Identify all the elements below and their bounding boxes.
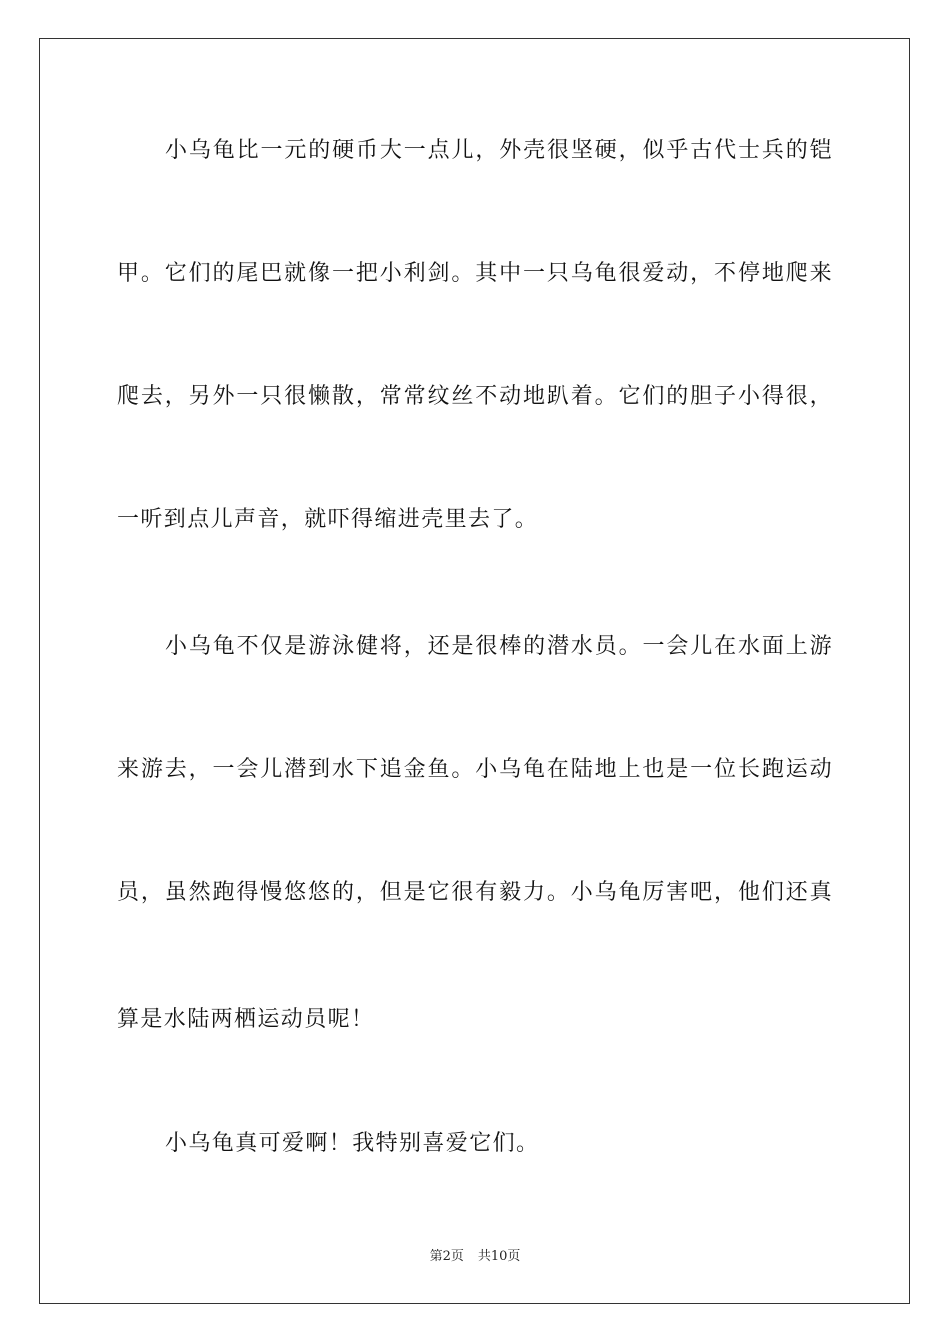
paragraph-2-line-3: 员，虽然跑得慢悠悠的，但是它很有毅力。小乌龟厉害吧，他们还真: [117, 880, 833, 905]
page-border: [39, 38, 910, 1304]
paragraph-1-line-4: 一听到点儿声音，就吓得缩进壳里去了。: [117, 507, 539, 532]
page-number: 第2页: [429, 1249, 464, 1264]
page-total: 共10页: [477, 1249, 521, 1264]
paragraph-1-line-2: 甲。它们的尾巴就像一把小利剑。其中一只乌龟很爱动，不停地爬来: [117, 261, 833, 286]
paragraph-1-line-1: 小乌龟比一元的硬币大一点儿，外壳很坚硬，似乎古代士兵的铠: [165, 138, 833, 163]
paragraph-3-line-1: 小乌龟真可爱啊！我特别喜爱它们。: [165, 1131, 540, 1156]
paragraph-1-line-3: 爬去，另外一只很懒散，常常纹丝不动地趴着。它们的胆子小得很，: [117, 384, 833, 409]
paragraph-2-line-1: 小乌龟不仅是游泳健将，还是很棒的潜水员。一会儿在水面上游: [165, 634, 833, 659]
paragraph-2-line-2: 来游去，一会儿潜到水下追金鱼。小乌龟在陆地上也是一位长跑运动: [117, 757, 833, 782]
page-footer: [0, 1248, 950, 1266]
paragraph-2-line-4: 算是水陆两栖运动员呢！: [117, 1007, 375, 1032]
